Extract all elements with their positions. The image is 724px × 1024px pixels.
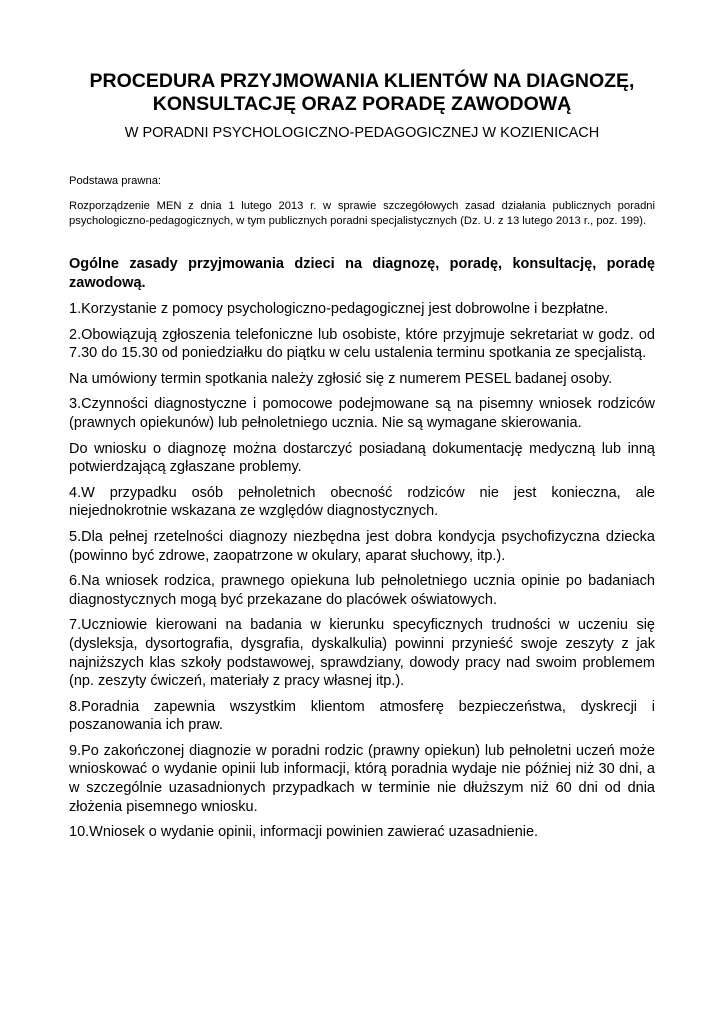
paragraph-1: 1.Korzystanie z pomocy psychologiczno-pedagogicznej jest dobrowolne i bezpłatne. bbox=[69, 301, 609, 317]
legal-basis-label: Podstawa prawna: bbox=[69, 175, 162, 187]
document-title bbox=[69, 0, 655, 116]
paragraph-9: 9.Po zakończonej diagnozie w poradni rodzic (prawny opiekun) lub pełnoletni uczeń może wnioskować o wydanie opinii lub informacji, którą poradnia wydaje nie później niż 30 dni, a w szczególnie uzasadnionych przypadkach w terminie nie dłuższym niż 60 dni od dnia złożenia pisemnego wniosku. bbox=[69, 742, 655, 815]
paragraph-10: 10.Wniosek o wydanie opinii, informacji powinien zawierać uzasadnienie. bbox=[69, 824, 539, 841]
paragraph-4: 4.W przypadku osób pełnoletnich obecność rodziców nie jest konieczna, ale niejednokrotnie wskazana ze względów diagnostycznych. bbox=[69, 484, 655, 520]
paragraph-3: 3.Czynności diagnostyczne i pomocowe podejmowane są na pisemny wniosek rodziców (prawnych opiekunów) lub pełnoletniego ucznia. Nie są wymagane skierowania. bbox=[69, 396, 655, 431]
paragraph-8: 8.Poradnia zapewnia wszystkim klientom atmosferę bezpieczeństwa, dyskrecji i poszanowania ich praw. bbox=[69, 698, 655, 734]
legal-basis-text: Rozporządzenie MEN z dnia 1 lutego 2013 r. w sprawie szczegółowych zasad działania publicznych poradni psychologiczno-pedagogicznych, w tym publicznych poradni specjalistycznych (Dz. U. z 13 lutego 2013 r., poz. 199). bbox=[69, 200, 655, 227]
paragraph-5: 5.Dla pełnej rzetelności diagnozy niezbędna jest dobra kondycja psychofizyczna dziecka (powinno być zdrowe, zaopatrzone w okulary, aparat słuchowy, itp.). bbox=[69, 528, 655, 564]
title-line-2: KONSULTACJĘ ORAZ PORADĘ ZAWODOWĄ bbox=[152, 93, 572, 115]
document-subtitle: W PORADNI PSYCHOLOGICZNO-PEDAGOGICZNEJ W KOZIENICACH bbox=[124, 125, 600, 141]
paragraph-6: 6.Na wniosek rodzica, prawnego opiekuna lub pełnoletniego ucznia opinie po badaniach diagnostycznych mogą być przekazane do placówek oświatowych. bbox=[69, 573, 655, 608]
section-heading: Ogólne zasady przyjmowania dzieci na diagnozę, poradę, konsultację, poradę zawodową. bbox=[69, 256, 655, 291]
paragraph-7: 7.Uczniowie kierowani na badania w kierunku specyficznych trudności w uczeniu się (dysleksja, dysortografia, dysgrafia, dyskalkulia) powinni przynieść swoje zeszyty z jak najniższych klas szkoły podstawowej, sprawdziany, dowody pracy nad swoim problemem (np. zeszyty ćwiczeń, materiały z pracy własnej itp.). bbox=[69, 617, 655, 690]
title-line-1: PROCEDURA PRZYJMOWANIA KLIENTÓW NA DIAGNOZĘ, bbox=[89, 70, 635, 92]
paragraph-2: 2.Obowiązują zgłoszenia telefoniczne lub osobiste, które przyjmuje sekretariat w godz. od 7.30 do 15.30 od poniedziałku do piątku w celu ustalenia terminu spotkania ze specjalistą. bbox=[69, 326, 655, 362]
paragraph-2-note: Na umówiony termin spotkania należy zgłosić się z numerem PESEL badanej osoby. bbox=[69, 370, 613, 387]
paragraph-3-note: Do wniosku o diagnozę można dostarczyć posiadaną dokumentację medyczną lub inną potwierdzającą zgłaszane problemy. bbox=[69, 440, 655, 476]
